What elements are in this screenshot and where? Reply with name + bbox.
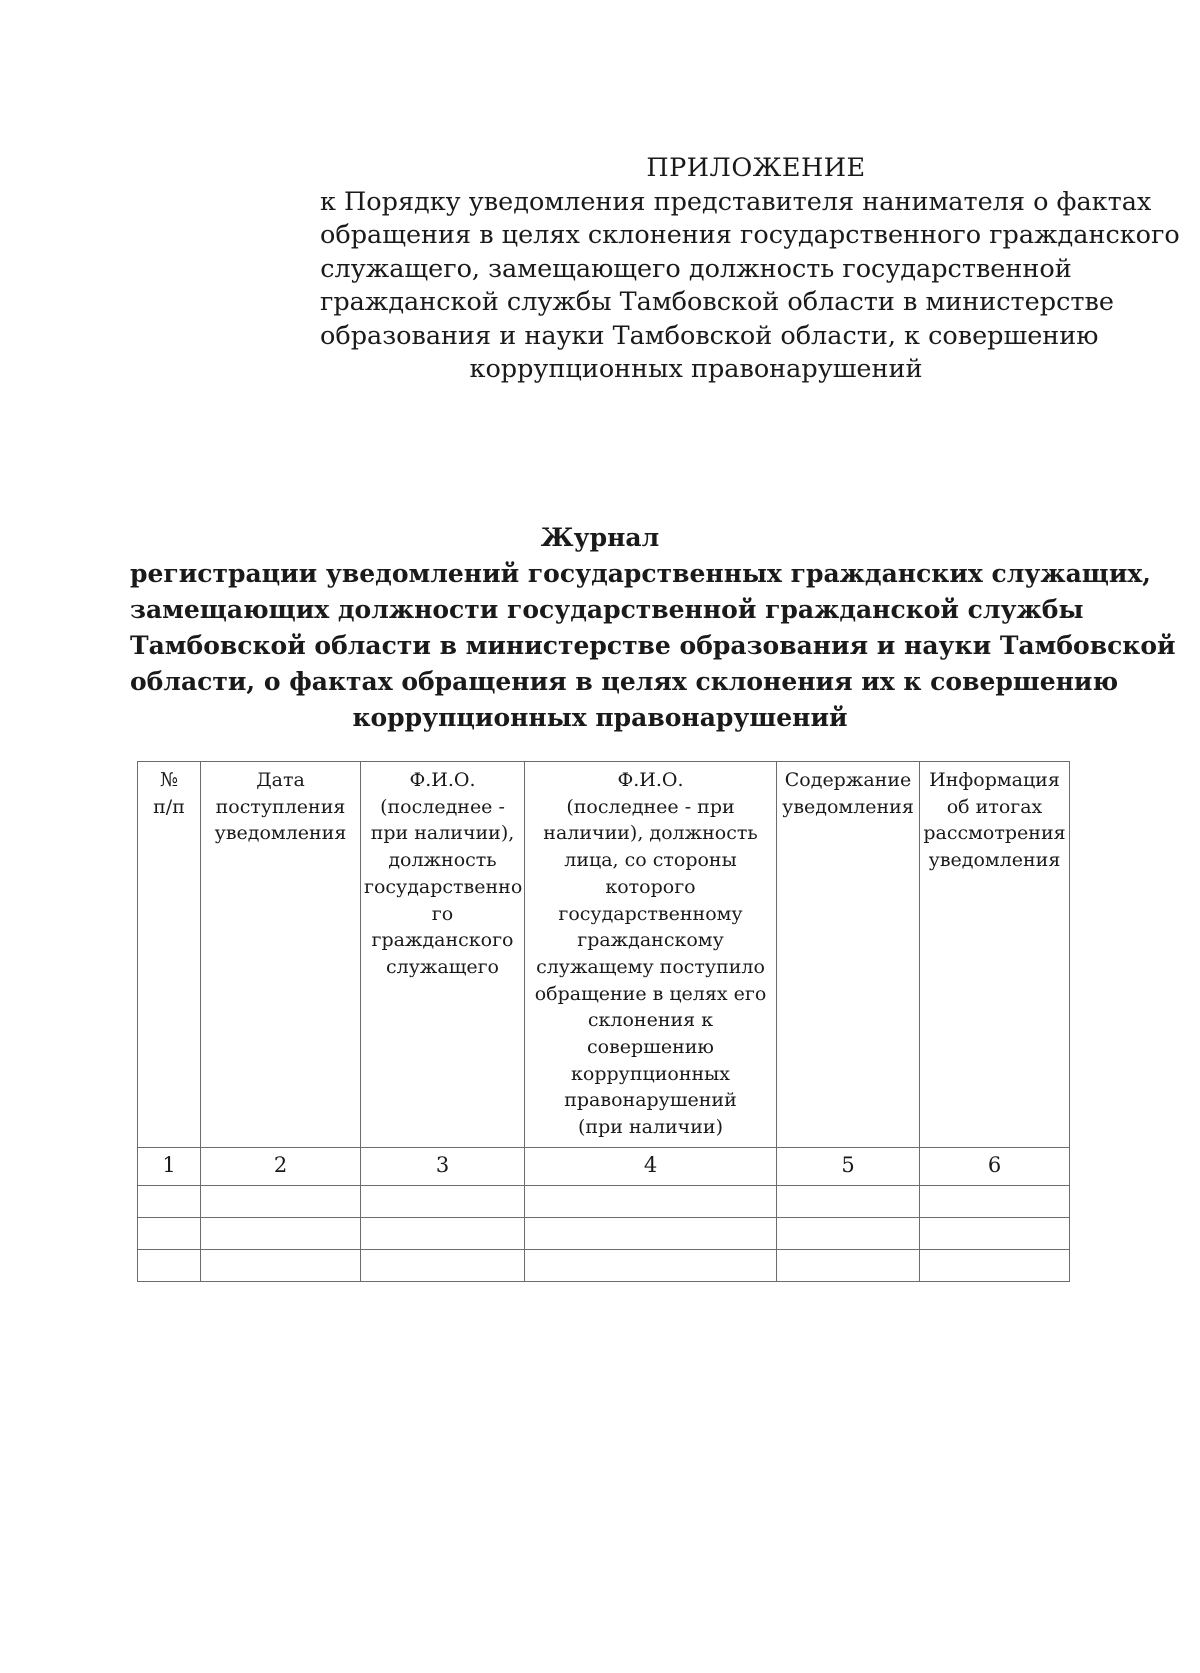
table-header-row xyxy=(138,762,1070,1148)
column-number: 5 xyxy=(777,1148,920,1186)
empty-cell xyxy=(525,1250,777,1282)
empty-cell xyxy=(920,1250,1070,1282)
appendix-block xyxy=(320,152,1180,387)
column-number-row xyxy=(138,1148,1070,1186)
empty-table-row xyxy=(138,1250,1070,1282)
appendix-line: коррупционных правонарушений xyxy=(469,354,923,384)
empty-cell xyxy=(201,1186,361,1218)
journal-heading xyxy=(130,520,1176,736)
empty-cell xyxy=(777,1250,920,1282)
empty-cell xyxy=(138,1218,201,1250)
header-number: № п/п xyxy=(138,762,201,1148)
journal-subtitle-line: регистрации уведомлений государственных гражданских служащих, xyxy=(130,559,1151,588)
appendix-line: образования и науки Тамбовской области, к совершению xyxy=(320,320,1099,351)
empty-cell xyxy=(138,1186,201,1218)
empty-cell xyxy=(525,1186,777,1218)
empty-cell xyxy=(920,1186,1070,1218)
column-number: 3 xyxy=(361,1148,525,1186)
empty-cell xyxy=(201,1250,361,1282)
header-servant-name: Ф.И.О. (последнее - при наличии), должность государственно го гражданского служащего xyxy=(361,762,525,1148)
empty-cell xyxy=(361,1218,525,1250)
column-number: 6 xyxy=(920,1148,1070,1186)
empty-table-row xyxy=(138,1218,1070,1250)
empty-cell xyxy=(361,1186,525,1218)
journal-subtitle-line: замещающих должности государственной гражданской службы xyxy=(130,595,1084,624)
registration-journal-table xyxy=(137,761,1070,1282)
journal-subtitle-line: области, о фактах обращения в целях склонения их к совершению xyxy=(130,667,1119,696)
empty-table-row xyxy=(138,1186,1070,1218)
empty-cell xyxy=(138,1250,201,1282)
journal-subtitle-line: коррупционных правонарушений xyxy=(352,703,848,732)
empty-cell xyxy=(920,1218,1070,1250)
appendix-line: гражданской службы Тамбовской области в министерстве xyxy=(320,287,1114,317)
header-review-results: Информация об итогах рассмотрения уведомления xyxy=(920,762,1070,1148)
appendix-line: служащего, замещающего должность государственной xyxy=(320,253,1072,284)
column-number: 2 xyxy=(201,1148,361,1186)
column-number: 1 xyxy=(138,1148,201,1186)
empty-cell xyxy=(777,1186,920,1218)
column-number: 4 xyxy=(525,1148,777,1186)
appendix-title: ПРИЛОЖЕНИЕ xyxy=(646,153,866,183)
empty-cell xyxy=(525,1218,777,1250)
appendix-line: к Порядку уведомления представителя нанимателя о фактах xyxy=(320,186,1152,217)
empty-cell xyxy=(201,1218,361,1250)
empty-cell xyxy=(777,1218,920,1250)
appendix-line: обращения в целях склонения государственного гражданского xyxy=(320,220,1180,250)
journal-title: Журнал xyxy=(540,523,660,552)
header-approacher-name: Ф.И.О. (последнее - при наличии), должность лица, со стороны которого государственному гражданскому служащему поступило обращение в целях его склонения к совершению коррупционных правонарушений (при наличии) xyxy=(525,762,777,1148)
journal-subtitle-line: Тамбовской области в министерстве образования и науки Тамбовской xyxy=(130,631,1176,660)
header-receipt-date: Дата поступления уведомления xyxy=(201,762,361,1148)
empty-cell xyxy=(361,1250,525,1282)
header-notification-content: Содержание уведомления xyxy=(777,762,920,1148)
